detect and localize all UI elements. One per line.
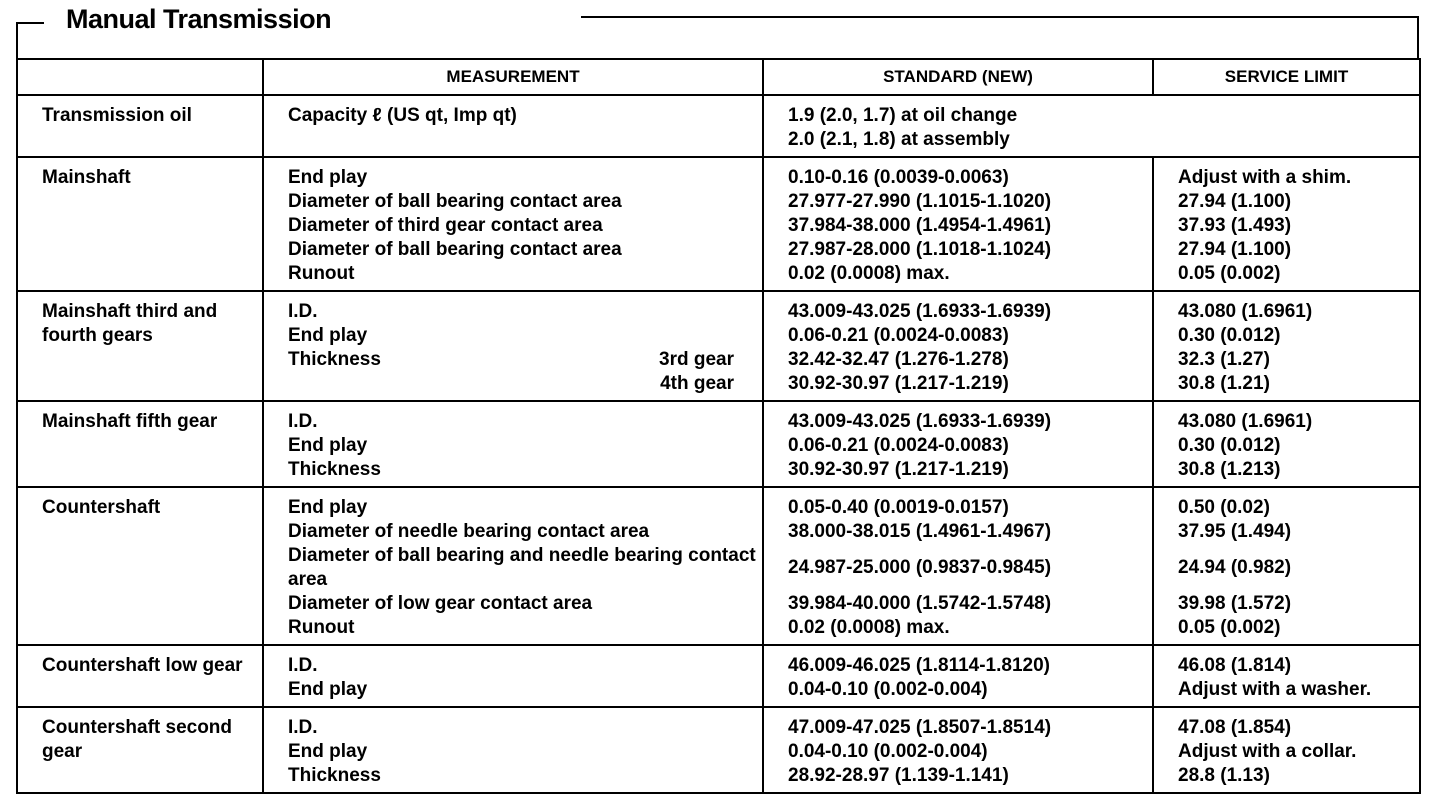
page-title: Manual Transmission bbox=[66, 4, 332, 34]
limit-value: 37.95 (1.494) bbox=[1178, 521, 1292, 542]
item-label: Mainshaft bbox=[42, 167, 131, 188]
standard-cell bbox=[763, 95, 1420, 157]
limit-value: 0.50 (0.02) bbox=[1178, 497, 1270, 518]
item-cell bbox=[17, 157, 263, 291]
limit-value: 0.05 (0.002) bbox=[1178, 617, 1281, 638]
standard-value: 32.42-32.47 (1.276-1.278) bbox=[788, 349, 1009, 370]
frame-line bbox=[581, 16, 1419, 18]
standard-value: 0.06-0.21 (0.0024-0.0083) bbox=[788, 435, 1009, 456]
measurement-label: End play bbox=[288, 435, 368, 456]
measurement-label: Thickness bbox=[288, 765, 381, 786]
measurement-label: Diameter of ball bearing contact area bbox=[288, 239, 622, 260]
limit-value: Adjust with a shim. bbox=[1178, 167, 1352, 188]
measurement-label: I.D. bbox=[288, 717, 318, 738]
limit-value: 39.98 (1.572) bbox=[1178, 593, 1292, 614]
spec-table bbox=[16, 58, 1421, 794]
standard-value: 27.987-28.000 (1.1018-1.1024) bbox=[788, 239, 1052, 260]
standard-value: 43.009-43.025 (1.6933-1.6939) bbox=[788, 411, 1052, 432]
limit-value: 30.8 (1.21) bbox=[1178, 373, 1270, 394]
standard-value: 47.009-47.025 (1.8507-1.8514) bbox=[788, 717, 1052, 738]
measurement-label: Diameter of ball bearing contact area bbox=[288, 191, 622, 212]
header-standard: STANDARD (NEW) bbox=[763, 59, 1153, 95]
limit-cell bbox=[1153, 707, 1420, 793]
limit-value: 30.8 (1.213) bbox=[1178, 459, 1281, 480]
standard-value: 0.04-0.10 (0.002-0.004) bbox=[788, 741, 988, 762]
limit-value: 0.05 (0.002) bbox=[1178, 263, 1281, 284]
table-row bbox=[17, 401, 1420, 487]
measurement-label: Capacity ℓ (US qt, Imp qt) bbox=[288, 105, 517, 126]
item-label: Mainshaft fifth gear bbox=[42, 411, 218, 432]
measurement-label: I.D. bbox=[288, 655, 318, 676]
table-row bbox=[17, 645, 1420, 707]
measurement-label: End play bbox=[288, 167, 368, 188]
standard-value: 2.0 (2.1, 1.8) at assembly bbox=[788, 129, 1010, 150]
item-cell bbox=[17, 645, 263, 707]
measurement-label: Thickness bbox=[288, 349, 381, 370]
limit-value: Adjust with a collar. bbox=[1178, 741, 1357, 762]
table-row bbox=[17, 487, 1420, 645]
frame-line bbox=[16, 22, 18, 60]
standard-value: 0.06-0.21 (0.0024-0.0083) bbox=[788, 325, 1009, 346]
measurement-label: Diameter of third gear contact area bbox=[288, 215, 603, 236]
measurement-label: End play bbox=[288, 497, 368, 518]
limit-cell bbox=[1153, 645, 1420, 707]
limit-value: 37.93 (1.493) bbox=[1178, 215, 1292, 236]
header-item bbox=[17, 59, 263, 95]
header-service-limit: SERVICE LIMIT bbox=[1153, 59, 1420, 95]
limit-value: 27.94 (1.100) bbox=[1178, 239, 1292, 260]
measurement-label: Diameter of ball bearing and needle bearing contact area bbox=[288, 545, 756, 590]
measurement-cell bbox=[263, 157, 763, 291]
frame-line bbox=[16, 22, 44, 24]
standard-value: 38.000-38.015 (1.4961-1.4967) bbox=[788, 521, 1052, 542]
standard-cell bbox=[763, 645, 1153, 707]
limit-value: 27.94 (1.100) bbox=[1178, 191, 1292, 212]
standard-cell bbox=[763, 401, 1153, 487]
standard-value: 28.92-28.97 (1.139-1.141) bbox=[788, 765, 1009, 786]
measurement-cell bbox=[263, 401, 763, 487]
measurement-label: I.D. bbox=[288, 301, 318, 322]
sub-label: 4th gear bbox=[660, 373, 734, 394]
measurement-label: Runout bbox=[288, 617, 355, 638]
limit-value: 0.30 (0.012) bbox=[1178, 435, 1281, 456]
measurement-label: I.D. bbox=[288, 411, 318, 432]
measurement-label: Diameter of needle bearing contact area bbox=[288, 521, 650, 542]
standard-value: 0.05-0.40 (0.0019-0.0157) bbox=[788, 497, 1009, 518]
measurement-label: Diameter of low gear contact area bbox=[288, 593, 593, 614]
standard-value: 0.02 (0.0008) max. bbox=[788, 617, 950, 638]
measurement-label: Thickness bbox=[288, 459, 381, 480]
item-label: Mainshaft third and fourth gears bbox=[42, 301, 218, 346]
table-row bbox=[17, 291, 1420, 401]
item-label: Countershaft bbox=[42, 497, 161, 518]
limit-value: 43.080 (1.6961) bbox=[1178, 411, 1313, 432]
table-row bbox=[17, 157, 1420, 291]
standard-cell bbox=[763, 157, 1153, 291]
standard-cell bbox=[763, 707, 1153, 793]
limit-value: 46.08 (1.814) bbox=[1178, 655, 1292, 676]
measurement-line bbox=[288, 348, 758, 372]
item-cell bbox=[17, 487, 263, 645]
standard-cell bbox=[763, 291, 1153, 401]
limit-value: 28.8 (1.13) bbox=[1178, 765, 1270, 786]
item-label: Countershaft second gear bbox=[42, 717, 233, 762]
measurement-cell bbox=[263, 707, 763, 793]
standard-value: 46.009-46.025 (1.8114-1.8120) bbox=[788, 655, 1050, 676]
frame-line bbox=[1417, 16, 1419, 60]
limit-cell bbox=[1153, 487, 1420, 645]
limit-value: 43.080 (1.6961) bbox=[1178, 301, 1313, 322]
measurement-cell bbox=[263, 291, 763, 401]
item-cell bbox=[17, 401, 263, 487]
measurement-label: End play bbox=[288, 679, 368, 700]
standard-value: 37.984-38.000 (1.4954-1.4961) bbox=[788, 215, 1052, 236]
limit-value: 24.94 (0.982) bbox=[1178, 557, 1292, 578]
standard-value: 1.9 (2.0, 1.7) at oil change bbox=[788, 105, 1018, 126]
standard-value: 24.987-25.000 (0.9837-0.9845) bbox=[788, 557, 1052, 578]
measurement-label: End play bbox=[288, 325, 368, 346]
limit-value: 32.3 (1.27) bbox=[1178, 349, 1270, 370]
header-measurement: MEASUREMENT bbox=[263, 59, 763, 95]
limit-value: 47.08 (1.854) bbox=[1178, 717, 1292, 738]
standard-value: 0.10-0.16 (0.0039-0.0063) bbox=[788, 167, 1009, 188]
table-row bbox=[17, 707, 1420, 793]
limit-cell bbox=[1153, 157, 1420, 291]
standard-value: 43.009-43.025 (1.6933-1.6939) bbox=[788, 301, 1052, 322]
measurement-cell bbox=[263, 95, 763, 157]
limit-cell bbox=[1153, 401, 1420, 487]
standard-value: 27.977-27.990 (1.1015-1.1020) bbox=[788, 191, 1052, 212]
table-row bbox=[17, 95, 1420, 157]
item-label: Countershaft low gear bbox=[42, 655, 243, 676]
standard-value: 30.92-30.97 (1.217-1.219) bbox=[788, 373, 1009, 394]
item-cell bbox=[17, 291, 263, 401]
standard-cell bbox=[763, 487, 1153, 645]
item-cell bbox=[17, 95, 263, 157]
item-cell bbox=[17, 707, 263, 793]
item-label: Transmission oil bbox=[42, 105, 192, 126]
standard-value: 30.92-30.97 (1.217-1.219) bbox=[788, 459, 1009, 480]
sub-label: 3rd gear bbox=[659, 349, 734, 370]
measurement-cell bbox=[263, 487, 763, 645]
limit-value: Adjust with a washer. bbox=[1178, 679, 1372, 700]
measurement-label: Runout bbox=[288, 263, 355, 284]
measurement-cell bbox=[263, 645, 763, 707]
limit-cell bbox=[1153, 291, 1420, 401]
header-row bbox=[17, 59, 1420, 95]
limit-value: 0.30 (0.012) bbox=[1178, 325, 1281, 346]
standard-value: 0.04-0.10 (0.002-0.004) bbox=[788, 679, 988, 700]
standard-value: 39.984-40.000 (1.5742-1.5748) bbox=[788, 593, 1052, 614]
standard-value: 0.02 (0.0008) max. bbox=[788, 263, 950, 284]
measurement-label: End play bbox=[288, 741, 368, 762]
